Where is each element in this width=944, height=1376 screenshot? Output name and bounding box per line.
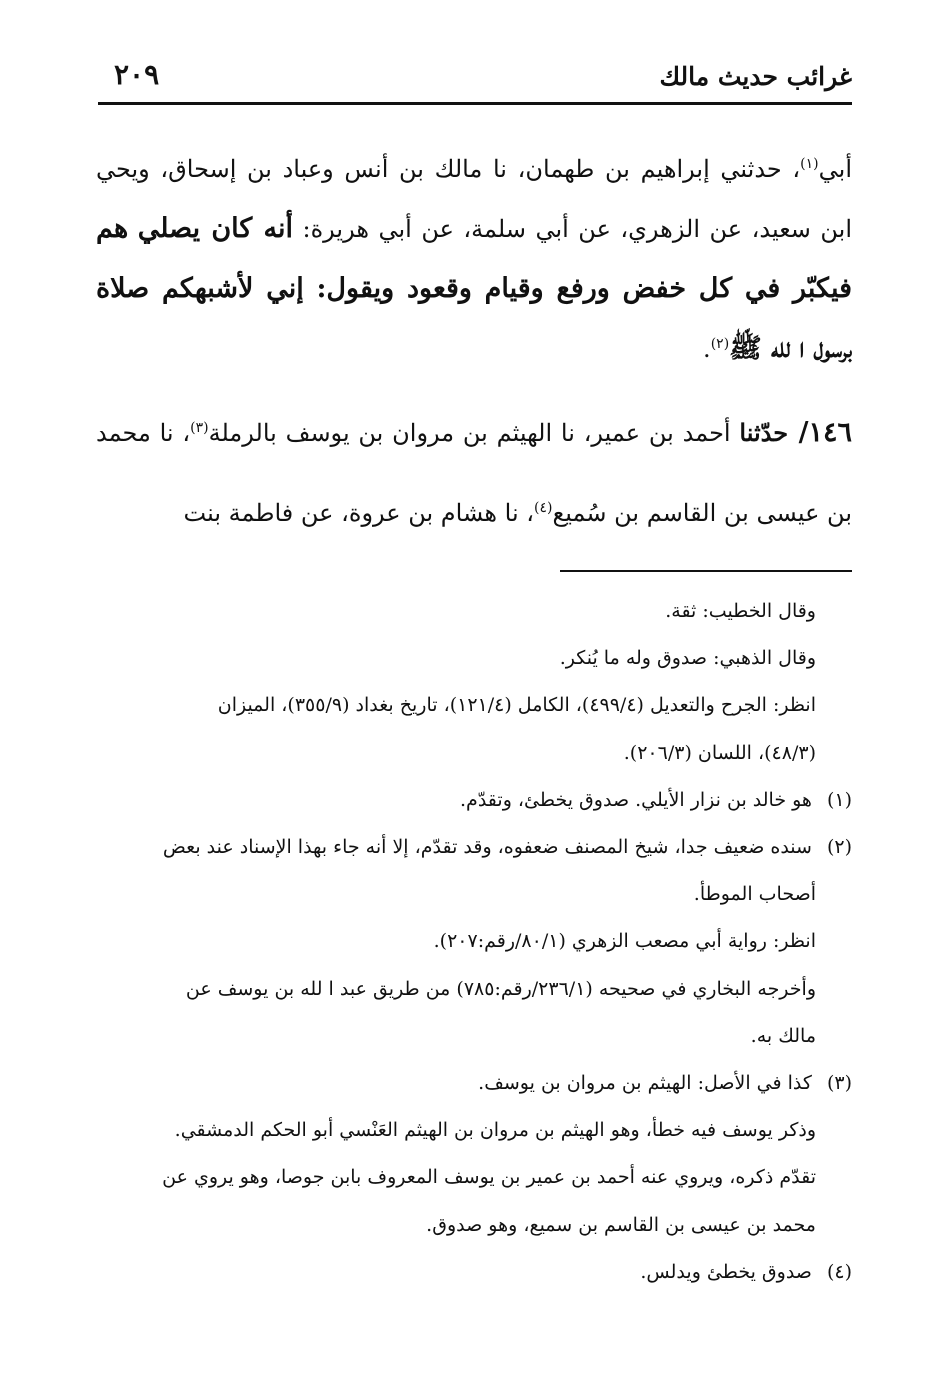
text-segment: أحمد بن عمير، نا الهيثم بن مروان بن يوسف بالرملة bbox=[208, 419, 740, 447]
footnote-marker: (٣) bbox=[826, 1072, 852, 1095]
text-segment: ، نا هشام بن عروة، عن فاطمة بنت bbox=[183, 499, 535, 527]
footnote-marker: (١) bbox=[826, 788, 852, 811]
page-header bbox=[98, 58, 852, 105]
text-segment: ، حدثني إبراهيم بن طهمان، نا مالك بن أنس وعباد بن إسحاق، ويحي bbox=[96, 155, 801, 183]
footnote-ref-1: (١) bbox=[800, 156, 819, 172]
footnote-4 bbox=[94, 1249, 852, 1296]
footnote-ref-2: (٢) bbox=[710, 336, 730, 352]
footnote-marker: (٢) bbox=[826, 836, 852, 859]
footnote-line: وقال الخطيب: ثقة. bbox=[665, 600, 816, 622]
footnote-line: وأخرجه البخاري في صحيحه (٢٣٦/١/رقم:٧٨٥) من طريق عبد ا لله بن يوسف عن bbox=[185, 977, 816, 1000]
footnote-line: انظر: رواية أبي مصعب الزهري (٨٠/١/رقم:٢٠٧). bbox=[433, 930, 816, 953]
footnote-line: (٤٨/٣)، اللسان (٢٠٦/٣). bbox=[623, 741, 816, 764]
footnote-separator bbox=[560, 570, 852, 572]
text-segment: . bbox=[703, 335, 711, 363]
footnote-line: تقدّم ذكره، ويروي عنه أحمد بن عمير بن يوسف المعروف بابن جوصا، وهو يروي عن bbox=[162, 1166, 816, 1189]
footnote-line: مالك به. bbox=[750, 1024, 816, 1047]
paragraph-1 bbox=[96, 140, 852, 379]
text-segment: أبي bbox=[818, 155, 852, 183]
footnote-2 bbox=[94, 824, 852, 871]
text-segment: ، نا bbox=[159, 419, 191, 447]
hadith-text: برسول ا لله ﷺ bbox=[729, 333, 852, 364]
footnote-text: صدوق يخطئ ويدلس. bbox=[640, 1260, 812, 1283]
footnote-line: انظر: الجرح والتعديل (٤٩٩/٤)، الكامل (١٢١/٤)، تاريخ بغداد (٣٥٥/٩)، الميزان bbox=[217, 694, 816, 717]
footnote-line: وقال الذهبي: صدوق وله ما يُنكر. bbox=[559, 647, 816, 670]
page-number: ٢٠٩ bbox=[114, 58, 160, 91]
hadith-number: ١٤٦/ bbox=[788, 417, 852, 448]
paragraph-2 bbox=[96, 393, 852, 553]
text-segment: ابن سعيد، عن الزهري، عن أبي سلمة، عن أبي هريرة: bbox=[293, 215, 853, 243]
footnote-marker: (٤) bbox=[826, 1260, 852, 1283]
footnote-line: محمد بن عيسى بن القاسم بن سميع، وهو صدوق. bbox=[426, 1213, 816, 1236]
hadith-text: أنه كان يصلي bbox=[137, 213, 294, 244]
main-text bbox=[96, 140, 852, 553]
footnotes bbox=[94, 588, 852, 1296]
footnote-1 bbox=[94, 777, 852, 824]
hadith-text: هم فيكبّر في كل خفض ورفع وقيام وقعود ويقول: إني لأشبهكم صلاة bbox=[96, 213, 852, 304]
footnote-line: وذكر يوسف فيه خطأ، وهو الهيثم بن مروان بن الهيثم العَنْسي أبو الحكم الدمشقي. bbox=[174, 1119, 816, 1142]
text-segment: محمد بن عيسى بن القاسم بن سُميع bbox=[96, 419, 852, 527]
footnote-text: كذا في الأصل: الهيثم بن مروان بن يوسف. bbox=[478, 1072, 812, 1095]
footnote-ref-3: (٣) bbox=[190, 420, 209, 436]
running-title: غرائب حديث مالك bbox=[659, 62, 852, 91]
footnote-text: هو خالد بن نزار الأيلي. صدوق يخطئ، وتقدّم. bbox=[460, 788, 812, 811]
hadith-verb: حدّثنا bbox=[739, 418, 789, 447]
footnote-3 bbox=[94, 1060, 852, 1107]
footnote-ref-4: (٤) bbox=[534, 500, 553, 516]
footnote-text: سنده ضعيف جدا، شيخ المصنف ضعفوه، وقد تقدّم، إلا أنه جاء بهذا الإسناد عند بعض bbox=[162, 836, 812, 859]
footnote-line: أصحاب الموطأ. bbox=[693, 883, 816, 906]
